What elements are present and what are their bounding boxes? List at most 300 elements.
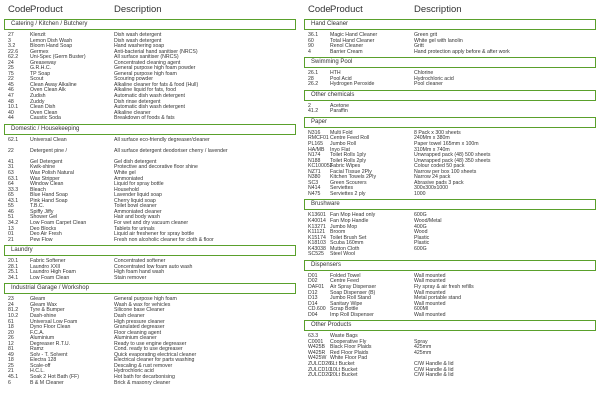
product-code: N475	[308, 190, 321, 197]
product-description: Hand washering soap	[114, 43, 165, 50]
product-code: N174	[308, 152, 321, 159]
product-code: 10.2	[8, 312, 19, 319]
product-description: Stain remover	[114, 274, 147, 281]
product-code: ZULCD20	[308, 372, 332, 379]
product-name: Gleam Wax	[30, 301, 57, 308]
product-name: Bleach	[30, 186, 46, 193]
product-name: 6Lt Bucket	[330, 360, 355, 367]
product-code: ZULCD10	[308, 366, 332, 373]
product-description: Alkaline cleaner for fats & food (Hull)	[114, 81, 199, 88]
product-name: Lemon Dish Wash	[30, 37, 73, 44]
product-code: 61	[8, 318, 14, 325]
product-description: 425mm	[414, 349, 432, 356]
product-row	[4, 381, 296, 387]
product-name: Clean Dish	[30, 104, 56, 111]
product-code: 10.1	[8, 104, 19, 111]
product-code: 45	[8, 81, 14, 88]
product-name: 10Lt Bucket	[330, 366, 358, 373]
product-code: 23	[8, 296, 14, 303]
product-description: Automatic dish wash detergent	[114, 104, 185, 111]
product-code: K18103	[308, 240, 326, 247]
product-name: Ramz	[30, 346, 44, 353]
product-code: 81	[8, 346, 14, 353]
product-code: 25.1	[8, 269, 19, 276]
product-description: High pressure cleaner	[114, 318, 165, 325]
product-code: 01	[8, 231, 14, 238]
section-header: Paper	[304, 117, 596, 128]
product-description: Ready to use engine degreaser	[114, 340, 187, 347]
product-name: Serviettes 2 ply	[330, 190, 366, 197]
product-code: HA/MB	[308, 146, 325, 153]
product-description: Liquid for spray bottle	[114, 181, 164, 188]
product-name: Wax Polish Natural	[30, 170, 74, 177]
product-description: 310Mm x 740m	[414, 146, 450, 153]
product-name: Jumbo Roll Stand	[330, 295, 371, 302]
product-description: Electrical cleaner for parts washing	[114, 357, 195, 364]
product-row	[304, 109, 596, 115]
product-name: Hydrogen Peroxide	[330, 81, 375, 88]
product-row	[304, 50, 596, 56]
product-code: 40	[8, 109, 14, 116]
product-description: 8 Pack x 300 sheets	[414, 129, 461, 136]
product-description: Hair and body wash	[114, 214, 160, 221]
product-code: 24	[8, 301, 14, 308]
product-code: 26.1	[308, 70, 319, 77]
product-name: Toilet Brush Set	[330, 234, 367, 241]
product-code: 6	[8, 379, 11, 386]
product-name: Pool Acid	[330, 75, 352, 82]
product-name: H.C.L.	[30, 368, 45, 375]
product-name: Low Foam Clean	[30, 274, 70, 281]
product-description: General purpose high foam	[114, 70, 177, 77]
product-code: 28	[308, 75, 314, 82]
product-name: Universal Clean	[30, 136, 67, 143]
product-name: Dyno Floor Clean	[30, 324, 71, 331]
product-name: Deo Air Fresh	[30, 231, 62, 238]
product-name: Degreaser R.T.U.	[30, 340, 71, 347]
product-description: Concentrated softener	[114, 258, 166, 265]
product-description: Quick evaporating electrical cleaner	[114, 351, 197, 358]
product-code: 25	[8, 65, 14, 72]
product-name: Detergent pine /	[30, 147, 67, 154]
product-name: Multi Fold	[330, 129, 353, 136]
product-name: Soak 2 Hot Bath (FF)	[30, 373, 80, 380]
product-row	[4, 238, 296, 244]
product-name: Centre Feed	[330, 278, 359, 285]
product-name: Bloom Hand Soap	[30, 43, 73, 50]
product-code: 26.2	[308, 81, 319, 88]
section-header: Dispensers	[304, 260, 596, 271]
product-name: Scrap Bottle	[330, 306, 359, 313]
product-description: Paper towel 165mm x 100m	[414, 141, 479, 148]
product-description: Narrow 24 pack	[414, 174, 451, 181]
product-code: 21	[8, 236, 14, 243]
product-name: Tyre & Bumper	[30, 307, 65, 314]
product-code: K11121	[308, 229, 326, 236]
product-description: C/W Handle & lid	[414, 360, 454, 367]
header-description: Description	[414, 4, 462, 15]
product-description: Wall mounted	[414, 289, 446, 296]
section-header: Catering / Kitchen / Butchery	[4, 19, 296, 30]
product-description: All surface detergent deodoriser cherry / lavender	[114, 147, 228, 154]
product-code: 2	[308, 102, 311, 109]
product-name: Zuddy	[30, 98, 45, 105]
product-description: Hydrochloric acid	[414, 75, 454, 82]
right-sections	[304, 19, 596, 379]
product-name: Green Scourers	[330, 179, 367, 186]
product-name: Paraffin	[330, 108, 348, 115]
product-code: 22	[8, 76, 14, 83]
product-name: Fabric Softener	[30, 258, 66, 265]
product-description: Descaling & rust remover	[114, 362, 173, 369]
product-name: Aluminium	[30, 335, 55, 342]
product-description: Cond. ready to use degreaser	[114, 346, 183, 353]
product-code: 33.3	[8, 186, 19, 193]
product-name: Waste Bags	[330, 333, 358, 340]
product-name: Oven Clean Alk	[30, 87, 66, 94]
product-description: General purpose high foam powder	[114, 65, 196, 72]
product-description: Hand protection apply before & after work	[414, 48, 510, 55]
product-description: Concentrated cleaning agent	[114, 59, 181, 66]
product-description: 425mm	[414, 344, 432, 351]
product-name: Centre Feed Roll	[330, 135, 370, 142]
product-description: High foam hand wash	[114, 269, 165, 276]
product-description: C/W Handle & lid	[414, 372, 454, 379]
product-code: W425R	[308, 349, 326, 356]
product-name: Scuba 160mm	[330, 240, 364, 247]
product-code: 27	[8, 32, 14, 38]
product-code: 36.1	[308, 32, 319, 38]
product-description: Scouring powder	[114, 76, 153, 83]
product-code: 22.6	[8, 48, 19, 55]
product-description: Colour coded 50 pack	[414, 163, 465, 170]
product-code: 34.1	[8, 274, 19, 281]
product-description: Aluminium cleaner	[114, 335, 157, 342]
product-name: Air Spray Dispenser	[330, 283, 377, 290]
product-description: 600G	[414, 245, 427, 252]
product-name: Universal Low Foam	[30, 318, 78, 325]
product-name: Pew Flow	[30, 236, 53, 243]
product-code: W425B	[308, 344, 326, 351]
product-code: 60	[308, 37, 314, 44]
section-header: Industrial Garage / Workshop	[4, 283, 296, 294]
product-description: Unwrapped pack (48) 350 sheets	[414, 157, 491, 164]
product-code: 21	[8, 368, 14, 375]
product-name: Uni-Spec (Germ Buster)	[30, 54, 86, 61]
product-code: 46	[8, 208, 14, 215]
product-code: 18	[8, 357, 14, 364]
product-description: Fly spray & air fresh refills	[414, 283, 474, 290]
product-code: 64	[8, 181, 14, 188]
product-code: 51	[8, 214, 14, 221]
section-header: Other chemicals	[304, 90, 596, 101]
product-name: Soap Dispenser (B)	[330, 289, 376, 296]
product-description: White gel	[114, 170, 136, 177]
product-code: D01	[308, 272, 318, 279]
product-description: Dish wash detergent	[114, 32, 162, 38]
product-name: Total Hand Cleaner	[330, 37, 375, 44]
product-name: Fabric Wipes	[330, 163, 361, 170]
product-code: 47	[8, 93, 14, 100]
product-code: 44	[8, 115, 14, 122]
product-description: For wet and dry vacuum cleaner	[114, 219, 189, 226]
product-description: Floor cleaning agent	[114, 329, 162, 336]
product-name: Zudish	[30, 93, 46, 100]
header-code: Code	[8, 4, 31, 15]
product-description: Hydrochloric acid	[114, 368, 154, 375]
product-description: Protective and decorative floor shine	[114, 164, 198, 171]
product-description: C/W Handle & lid	[414, 366, 454, 373]
product-description: Wash & wax for vehicles	[114, 301, 171, 308]
product-code: ZULCD26	[308, 360, 332, 367]
product-description: Abrasive pads 3 pack	[414, 179, 464, 186]
product-description: Hot bath for decarbonising	[114, 373, 175, 380]
product-code: D02	[308, 278, 318, 285]
product-code: 62.1	[8, 136, 19, 143]
product-name: Inyo Flat	[330, 146, 350, 153]
product-code: 62.2	[8, 54, 19, 61]
product-code: 75	[8, 70, 14, 77]
product-code: 34.2	[8, 219, 19, 226]
product-description: Fresh non alcoholic cleaner for cloth & floor	[114, 236, 214, 243]
product-description: Wall mounted	[414, 311, 446, 318]
product-name: Clean Away Alkaline	[30, 81, 77, 88]
product-name: Red Floor Plaids	[330, 349, 369, 356]
product-code: RMCF01	[308, 135, 329, 142]
product-description: Silicone base Cleaner	[114, 307, 165, 314]
product-name: Jumbo Mop	[330, 223, 358, 230]
product-name: Blue Hand Soap	[30, 192, 68, 199]
section-header: Hand Cleaner	[304, 19, 596, 30]
product-name: Oven Clean	[30, 109, 58, 116]
product-code: 3	[8, 37, 11, 44]
product-description: 1000	[414, 190, 426, 197]
product-description: Gel dish detergent	[114, 158, 157, 165]
product-name: Jumbo Roll	[330, 141, 356, 148]
left-sections	[4, 19, 296, 386]
product-description: Plastic	[414, 240, 430, 247]
product-code: 24	[8, 59, 14, 66]
product-code: 22	[8, 147, 14, 154]
product-code: K13271	[308, 223, 326, 230]
product-description: 300x300x1000	[414, 185, 449, 192]
product-code: 3.2	[8, 43, 16, 50]
product-name: Shower Gel	[30, 214, 58, 221]
product-description: 600G	[414, 212, 427, 219]
product-row	[4, 116, 296, 122]
product-name: Imp Roll Dispenser	[330, 311, 374, 318]
product-description: Metal portable stand	[414, 295, 462, 302]
product-name: TP Soap	[30, 70, 51, 77]
product-name: Steel Wool	[330, 251, 355, 258]
product-description: Household	[114, 186, 139, 193]
left-column	[4, 2, 296, 386]
section-header: Swimming Pool	[304, 57, 596, 68]
product-code: 13	[8, 225, 14, 232]
product-code: CD.600	[308, 306, 326, 313]
product-name: Low Foam Carpet Clean	[30, 219, 87, 226]
product-description: White gel with lanolin	[414, 37, 463, 44]
product-row	[4, 276, 296, 282]
product-code: NZ71	[308, 168, 321, 175]
product-description: Granulated degreaser	[114, 324, 165, 331]
product-description: Liquid air freshener for spray bottle	[114, 231, 195, 238]
product-code: N188	[308, 157, 321, 164]
product-name: B & M Cleaner	[30, 379, 64, 386]
product-description: Alkaline liquid for fats, food	[114, 87, 176, 94]
product-name: Fan Mop Head only	[330, 212, 376, 219]
product-name: Solv - T. Solvent	[30, 351, 68, 358]
product-name: F.C.A.	[30, 329, 45, 336]
product-code: D14	[308, 300, 318, 307]
product-code: PL165	[308, 141, 324, 148]
product-name: Kitchen Towels 2Ply	[330, 174, 377, 181]
product-name: Black Floor Plaids	[330, 344, 372, 351]
product-row	[304, 192, 596, 198]
product-name: Serviettes	[330, 185, 354, 192]
product-name: Caustic Soda	[30, 115, 61, 122]
product-name: Mutton Cloth	[330, 245, 360, 252]
product-name: G.R.H.C.	[30, 65, 52, 72]
product-name: Folded Towel	[330, 272, 361, 279]
product-name: Gleam	[30, 296, 46, 303]
product-name: Broom	[330, 229, 346, 236]
product-name: Acetone	[330, 102, 350, 109]
product-name: Window Clean	[30, 181, 64, 188]
product-code: 20.1	[8, 258, 19, 265]
product-code: 63	[8, 170, 14, 177]
product-code: 55	[8, 203, 14, 210]
product-code: N316	[308, 129, 321, 136]
product-code: 49	[8, 351, 14, 358]
product-name: HTH	[330, 70, 341, 77]
product-name: Klenzit	[30, 32, 46, 38]
section-header: Laundry	[4, 245, 296, 256]
product-code: 65	[8, 192, 14, 199]
product-description: Brick & masonry cleaner	[114, 379, 171, 386]
product-name: Electra 128	[30, 357, 57, 364]
product-code: W425W	[308, 355, 327, 362]
product-description: Dish rinse detergent	[114, 98, 161, 105]
product-name: Germex	[30, 48, 49, 55]
product-code: 41	[8, 158, 14, 165]
product-code: D13	[308, 295, 318, 302]
product-description: Gritt	[414, 43, 424, 50]
product-name: Toilet Rolls 1ply	[330, 152, 367, 159]
product-code: 4	[308, 48, 311, 55]
product-name: Laundro High Foam	[30, 269, 76, 276]
product-code: 20	[8, 329, 14, 336]
column-header	[4, 2, 296, 17]
product-name: Gel Detergent	[30, 158, 63, 165]
product-name: White Floor Pad	[330, 355, 368, 362]
product-code: 26	[8, 335, 14, 342]
product-code: SC525	[308, 251, 324, 258]
product-code: D12	[308, 289, 318, 296]
product-name: Greaseway	[30, 59, 57, 66]
product-description: All surface sanitiser (NRCS)	[114, 54, 179, 61]
product-code: 28.1	[8, 263, 19, 270]
product-description: Wall mounted	[414, 272, 446, 279]
product-description: Breakdown of foods & fats	[114, 115, 175, 122]
header-code: Code	[308, 4, 331, 15]
product-name: Scout	[30, 76, 44, 83]
header-description: Description	[114, 4, 162, 15]
product-description: Dash cleaner	[114, 312, 145, 319]
product-description: Toilet bowl cleaner	[114, 203, 157, 210]
product-description: Wood	[414, 229, 428, 236]
product-name: T.B.C.	[30, 203, 45, 210]
product-row	[304, 252, 596, 258]
product-code: 63.1	[8, 175, 19, 182]
product-name: Cooperative Fly	[330, 338, 367, 345]
product-code: 25	[8, 362, 14, 369]
product-description: All surface eco-friendly degreaser/cleaner	[114, 136, 210, 143]
header-product: Product	[330, 4, 363, 15]
product-row	[304, 82, 596, 88]
product-name: Scale-off	[30, 362, 51, 369]
product-name: Kwik-shine	[30, 164, 56, 171]
product-description: 400G	[414, 223, 427, 230]
product-description: Dish wash detergent	[114, 37, 162, 44]
product-code: D04	[308, 311, 318, 318]
section-header: Brushware	[304, 199, 596, 210]
column-header	[304, 2, 596, 17]
header-product: Product	[30, 4, 63, 15]
section-header: Domestic / Housekeeping	[4, 124, 296, 135]
product-description: 600Ml	[414, 306, 429, 313]
product-description: Spray	[414, 338, 428, 345]
product-code: 81.2	[8, 307, 19, 314]
product-description: Wall mounted	[414, 278, 446, 285]
product-description: Pool cleaner	[414, 81, 443, 88]
product-code: N380	[308, 174, 321, 181]
product-code: SC3	[308, 179, 319, 186]
right-column	[304, 2, 596, 379]
product-code: 46	[8, 87, 14, 94]
product-name: Sanitary Wipe	[330, 300, 363, 307]
product-description: Ammoniated	[114, 175, 144, 182]
product-name: Facial Tissue 2Ply	[330, 168, 372, 175]
product-description: Anti-bacterial hand sanitiser (NRCS)	[114, 48, 198, 55]
product-name: Renol Cleaner	[330, 43, 364, 50]
product-description: 240Mm x 380m	[414, 135, 450, 142]
product-name: Fan Mop Handle	[330, 218, 369, 225]
product-code: C0001	[308, 338, 324, 345]
product-name: Deo Blocks	[30, 225, 57, 232]
product-description: Concentrated low foam auto wash	[114, 263, 193, 270]
product-name: Barrier Cream	[330, 48, 363, 55]
product-description: Lavender liquid soap	[114, 192, 162, 199]
product-code: 41.2	[308, 108, 319, 115]
product-description: Wall mounted	[414, 300, 446, 307]
product-name: Toilet Rolls 2ply	[330, 157, 367, 164]
product-name: Pink Hand Soap	[30, 197, 68, 204]
product-name: Dash-shine	[30, 312, 57, 319]
product-name: Magic Hand Cleaner	[330, 32, 378, 38]
product-description: Automatic dish wash detergent	[114, 93, 185, 100]
product-code: 48	[8, 98, 14, 105]
product-code: K13601	[308, 212, 326, 219]
product-description: Unwrapped pack (48) 500 sheets	[414, 152, 491, 159]
product-code: K40014	[308, 218, 326, 225]
product-description: Ammoniated cleaner	[114, 208, 162, 215]
product-description: Alkaline cleaner	[114, 109, 151, 116]
product-code: 63.3	[308, 333, 319, 340]
product-code: 31	[8, 164, 14, 171]
product-description: Plastic	[414, 234, 430, 241]
product-code: 18	[8, 324, 14, 331]
